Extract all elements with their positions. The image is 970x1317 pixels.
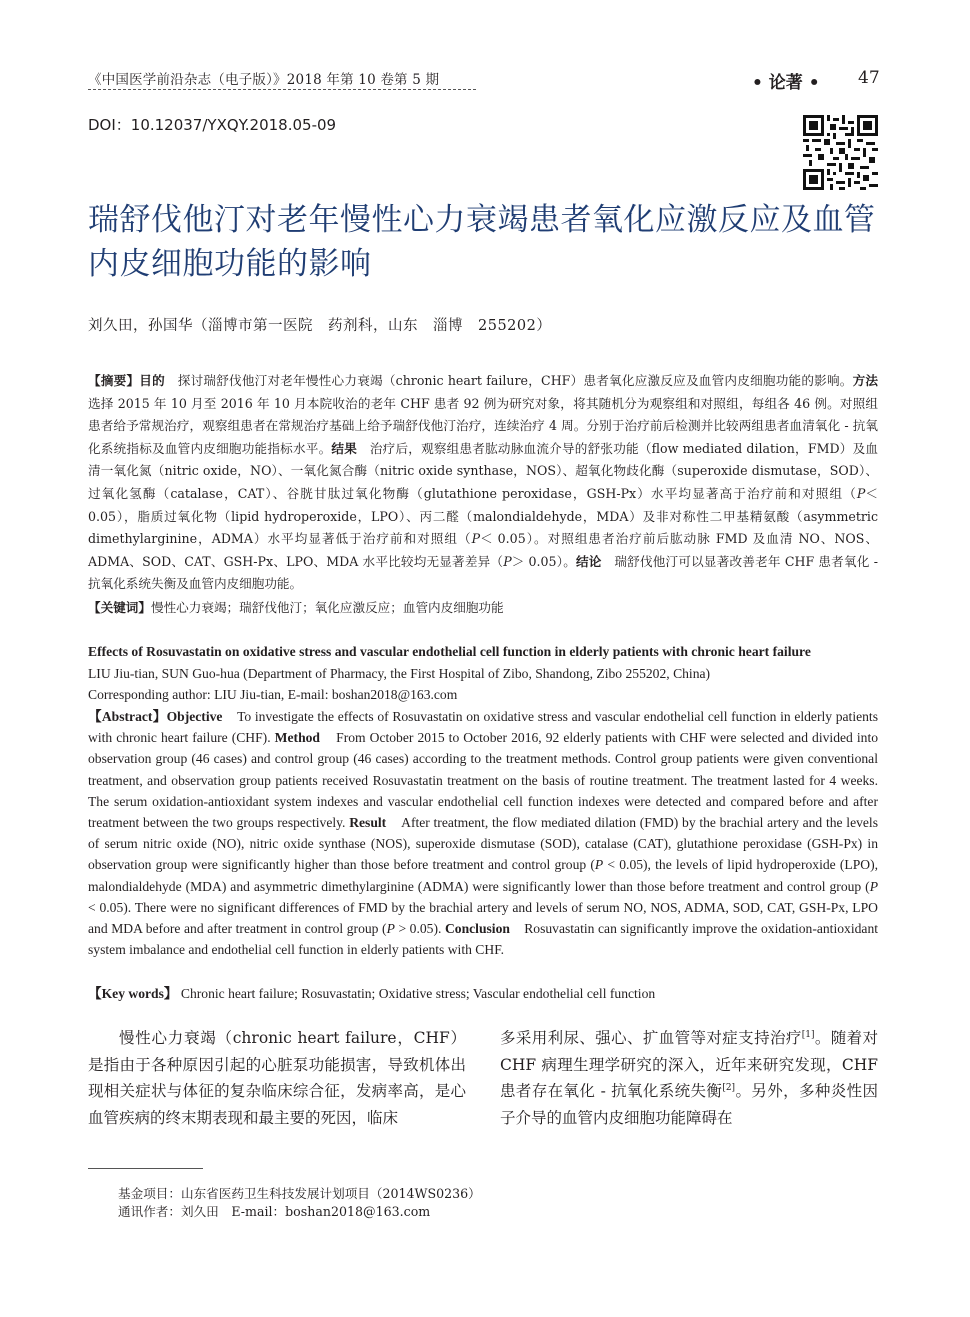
abstract-label: 【Abstract】 xyxy=(88,709,167,724)
objective-text: To investigate the effects of Rosuvastatin on oxidative stress and vascular endothelial cell function in elderly patients with chronic heart failure (CHF). xyxy=(88,709,878,746)
p-symbol: P xyxy=(503,553,512,569)
correspondence-footnote: 通讯作者：刘久田 E-mail：boshan2018@163.com xyxy=(118,1204,431,1219)
doi-line: DOI：10.12037/YXQY.2018.05-09 xyxy=(88,116,337,134)
chinese-keywords xyxy=(88,597,878,616)
result-text: < 0.05), the levels of lipid hydroperoxide (LPO), malondialdehyde (MDA) and asymmetric dimethylarginine (ADMA) were significantly lower than those before treatment and control group ( xyxy=(88,857,878,894)
keywords-label: 【关键词】 xyxy=(88,600,151,615)
method-text: 选择 2015 年 10 月至 2016 年 10 月本院收治的老年 CHF 患者 92 例为研究对象，将其随机分为观察组和对照组，每组各 46 例。对照组患者给予常规治疗，观察组患者在常规治疗基础上给予瑞舒伐他汀治疗，连续治疗 4 周。分别于治疗前后检测并比较两组患者血清氧化 - 抗氧化系统指标及血管内皮细胞功能指标水平。 xyxy=(88,395,878,456)
qr-code-icon xyxy=(803,115,878,190)
result-text: After treatment, the flow mediated dilation (FMD) by the brachial artery and the levels of serum nitric oxide (NO), nitric oxide synthase (NOS), superoxide dismutase (SOD), catalase (CAT), glutathione peroxidase (GSH-Px) in observation group were significantly higher than those before treatment and control group ( xyxy=(88,815,878,873)
author-affiliation: 刘久田，孙国华（淄博市第一医院 药剂科，山东 淄博 255202） xyxy=(88,318,552,334)
funding-footnote: 基金项目：山东省医药卫生科技发展计划项目（2014WS0236） xyxy=(118,1186,481,1201)
footnote-divider xyxy=(88,1168,203,1169)
english-abstract xyxy=(88,706,878,960)
body-text: 。随着对 CHF 病理生理学研究的深入，近年来研究发现，CHF 患者存在氧化 - 抗氧化系统失衡 xyxy=(500,1029,878,1100)
body-text: 多采用利尿、强心、扩血管等对症支持治疗 xyxy=(500,1029,802,1047)
body-column-left: 慢性心力衰竭（chronic heart failure，CHF）是指由于各种原因引起的心脏泵功能损害，导致机体出现相关症状与体征的复杂临床综合征，发病率高，是心血管疾病的终末期表现和最主要的死因，临床 xyxy=(88,1029,466,1127)
conclusion-label: Conclusion xyxy=(444,921,510,937)
keywords-label: 【Key words】 xyxy=(88,986,178,1001)
result-text: > 0.05). xyxy=(394,921,442,937)
keywords-text: 慢性心力衰竭；瑞舒伐他汀；氧化应激反应；血管内皮细胞功能 xyxy=(150,600,504,615)
journal-header: 《中国医学前沿杂志（电子版）》2018 年第 10 卷第 5 期 xyxy=(88,72,440,88)
page-number: 47 xyxy=(858,68,880,88)
result-text: < 0.05). There were no significant differences of FMD by the brachial artery and levels of serum NO, NOS, ADMA, SOD, CAT, GSH-Px, LPO and MDA before and after treatment in control group ( xyxy=(88,899,878,937)
reference-link[interactable]: [1] xyxy=(801,1030,815,1040)
english-keywords xyxy=(88,982,878,1002)
conclusion-text: 瑞舒伐他汀可以显著改善老年 CHF 患者氧化 - 抗氧化系统失衡及血管内皮细胞功能。 xyxy=(88,553,879,592)
method-label: 方法 xyxy=(852,373,879,388)
method-text: From October 2015 to October 2016, 92 elderly patients with CHF were selected and divided into observation group (46 cases) and control group (46 cases) according to the treatment methods. Control group patients were given conventional treatment, and observation group patients received Rosuvastatin treatment on the basis of routine treatment. The treatment lasted for 4 weeks. The serum oxidation-antioxidant system indexes and vascular endothelial cell function indexes were detected and compared before and after treatment between the two groups respectively. xyxy=(88,730,879,831)
p-symbol: P xyxy=(856,485,866,501)
section-label: • 论著 • xyxy=(752,73,820,93)
header-divider xyxy=(88,89,476,90)
objective-text: 探讨瑞舒伐他汀对老年慢性心力衰竭（chronic heart failure，CHF）患者氧化应激反应及血管内皮细胞功能的影响。 xyxy=(177,373,853,388)
result-text: ＜ 0.05），脂质过氧化物（lipid hydroperoxide，LPO）、丙二醛（malondialdehyde，MDA）及非对称性二甲基精氨酸（asymmetric dimethylarginine，ADMA）水平均显著低于治疗前和对照组（ xyxy=(88,485,878,547)
keywords-text: Chronic heart failure; Rosuvastatin; Oxidative stress; Vascular endothelial cell function xyxy=(180,986,656,1001)
conclusion-label: 结论 xyxy=(576,553,602,569)
article-title: 瑞舒伐他汀对老年慢性心力衰竭患者氧化应激反应及血管内皮细胞功能的影响 xyxy=(88,202,876,282)
result-text: ＞ 0.05）。 xyxy=(511,553,577,569)
corresponding-author: Corresponding author: LIU Jiu-tian, E-mail: boshan2018@163.com xyxy=(88,687,458,702)
p-symbol: P xyxy=(594,857,604,873)
objective-label: Objective xyxy=(166,709,223,724)
english-authors: LIU Jiu-tian, SUN Guo-hua (Department of Pharmacy, the First Hospital of Zibo, Shandong, Zibo 255202, China) xyxy=(88,666,711,681)
method-label: Method xyxy=(274,730,320,746)
reference-link[interactable]: [2] xyxy=(722,1083,736,1093)
body-text: 。另外，多种炎性因子介导的血管内皮细胞功能障碍在 xyxy=(500,1082,878,1127)
p-symbol: P xyxy=(471,531,481,547)
result-text: 治疗后，观察组患者肱动脉血流介导的舒张功能（flow mediated dilation，FMD）及血清一氧化氮（nitric oxide，NO）、一氧化氮合酶（nitric oxide synthase，NOS）、超氧化物歧化酶（superoxide dismutase，SOD）、过氧化氢酶（catalase，CAT）、谷胱甘肽过氧化物酶（glutathione peroxidase，GSH-Px）水平均显著高于治疗前和对照组（ xyxy=(88,440,879,501)
abstract-label: 【摘要】 xyxy=(88,373,140,388)
p-symbol: P xyxy=(869,878,878,894)
result-label: Result xyxy=(349,815,387,831)
english-title: Effects of Rosuvastatin on oxidative stress and vascular endothelial cell function in elderly patients with chronic heart failure xyxy=(88,644,811,659)
p-symbol: P xyxy=(386,921,395,937)
result-label: 结果 xyxy=(331,440,358,456)
result-text: ＜ 0.05）。对照组患者治疗前后肱动脉 FMD 及血清 NO、NOS、ADMA、SOD、CAT、GSH-Px、LPO、MDA 水平比较均无显著差异（ xyxy=(88,531,878,569)
conclusion-text: Rosuvastatin can significantly improve the oxidation-antioxidant system imbalance and endothelial cell function in elderly patients with CHF. xyxy=(88,921,879,958)
objective-label: 目的 xyxy=(139,373,165,388)
body-column-right xyxy=(500,1025,878,1131)
chinese-abstract xyxy=(88,370,878,596)
